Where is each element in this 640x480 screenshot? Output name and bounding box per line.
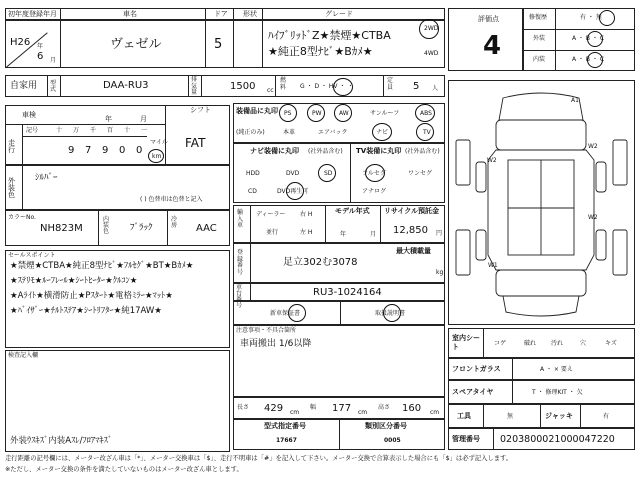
exterior-label: 外装色 — [8, 177, 15, 199]
fuel-hv-circle — [333, 78, 353, 96]
class-no-label: 類別区分番号 — [365, 422, 407, 430]
chassis-value: RU3-1024164 — [313, 287, 382, 298]
km-circle — [148, 149, 164, 163]
car-name: ヴェゼル — [110, 37, 162, 52]
eq-tv: TV — [423, 129, 431, 136]
mileage-label: 走行 — [8, 139, 15, 154]
digit-cell: 9 — [102, 145, 109, 156]
navi-hdd: HDD — [246, 170, 260, 177]
interior-label: 室内シート — [452, 334, 480, 352]
model-year-label: モデル年式 — [335, 207, 370, 215]
tv-analog: アナログ — [362, 188, 387, 195]
tools-value: 無 — [507, 413, 514, 420]
drive-2wd-circle — [419, 19, 439, 39]
int-koge: コゲ — [494, 340, 507, 347]
exterior-note: ( ) 色替車は色替と記入 — [140, 196, 203, 203]
shift-label: シフト — [190, 106, 211, 114]
footer-line2: ※ただし、メーター交換の条件を満たしていないものはメーター改ざん車とします。 — [5, 466, 243, 473]
displacement-label: 排気量 — [191, 76, 198, 97]
length-value: 429 — [264, 403, 284, 414]
int-yabure: 破れ — [524, 340, 537, 347]
digit-header: 記号 — [26, 127, 39, 134]
shift-value: FAT — [185, 136, 206, 150]
main-row — [5, 20, 445, 68]
import-right: 右 H — [300, 211, 313, 218]
digit-header: 万 — [73, 127, 80, 134]
eq-abs: ABS — [420, 110, 432, 117]
windshield-value: A ・ × 要え — [540, 366, 573, 373]
sales-line-3: ★Aﾗｲﾄ★横滑防止★Pｽﾀｰﾄ★電格ﾐﾗｰ★ﾏｯﾄ★ — [10, 291, 173, 301]
tv-fullseg: フルセグ — [362, 170, 386, 177]
digit-cell: 7 — [85, 145, 92, 156]
usage-value: 自家用 — [10, 81, 38, 91]
first-reg-month-unit: 月 — [50, 57, 57, 64]
stickers-block — [233, 301, 445, 325]
equipment-sub: (純正のみ) — [236, 129, 265, 136]
inspection-month: 月 — [140, 115, 147, 123]
color-code-label: カラーNo. — [8, 214, 36, 221]
model-year-year: 年 — [340, 231, 347, 238]
digit-header: 十 — [56, 127, 63, 134]
capacity-label: 定員 — [387, 77, 394, 91]
grade-line1: ﾊｲﾌﾞﾘｯﾄﾞZ★禁煙★CTBA — [268, 29, 391, 42]
navi-cd: CD — [248, 188, 257, 195]
tools-label: 工具 — [457, 412, 471, 420]
navi-dvd-play: DVD再生可 — [277, 188, 309, 195]
capacity-unit: 人 — [432, 85, 439, 92]
digit-cell: 0 — [136, 145, 143, 156]
sales-line-2: ★ｽﾃﾘﾓ★ﾙｰﾌﾚｰﾙ★ｼｰﾄﾋｰﾀｰ★ｸﾙｺﾝ★ — [10, 276, 138, 286]
windshield-label: フロントガラス — [452, 365, 501, 373]
drive-2wd: 2WD — [424, 25, 439, 32]
model-label: 型式 — [50, 80, 57, 93]
length-unit: cm — [290, 409, 300, 416]
digit-header: 千 — [90, 127, 97, 134]
score-value: 4 — [483, 31, 502, 61]
width-value: 177 — [332, 403, 352, 414]
width-label: 幅 — [310, 404, 317, 411]
tv-label: TV装備に丸印 — [356, 147, 402, 155]
tv-oneseg: ワンセグ — [408, 170, 433, 177]
ext-value: A ・ B ・ C — [572, 35, 605, 42]
import-left: 左 H — [300, 229, 313, 236]
length-label: 長さ — [237, 404, 250, 411]
sales-line-4: ★ﾊﾞｲｻﾞｰ★ﾁﾙﾄｽﾃｱ★ｼｰﾄﾘﾌﾀｰ★純17AW★ — [10, 306, 162, 316]
spare-label: スペアタイヤ — [452, 388, 494, 396]
eq-ps: PS — [284, 110, 292, 117]
color-code-value: NH823M — [40, 223, 83, 234]
int-ana: 穴 — [580, 340, 587, 347]
digit-cell: 0 — [119, 145, 126, 156]
footer-line1: 走行距離の記号欄には、メーター改ざん車は「*」、メーター交換車は「$」、走行不明車は「#」を記入して下さい。メーター交換で合算表示した場合にも「$」は必ず記入します。 — [5, 455, 513, 462]
height-unit: cm — [430, 409, 440, 416]
import-dealer: ディーラー — [256, 211, 286, 218]
unit-km: km — [152, 153, 162, 160]
jack-value: 有 — [603, 413, 610, 420]
first-reg-year-unit: 年 — [37, 43, 44, 50]
recycle-value: 12,850 — [393, 225, 428, 236]
ext-label: 外装 — [533, 35, 546, 42]
usage-row — [5, 75, 445, 97]
fuel-label: 燃料 — [280, 77, 287, 91]
inspector-note: 外装ｳｽｷｽﾞ内装Aｽﾚ/ﾌﾛｱﾏｷｽﾞ — [10, 436, 113, 446]
sticker-new: 新車保証書 — [270, 310, 301, 317]
type-no-value: 17667 — [276, 437, 297, 444]
digit-header: 十 — [124, 127, 131, 134]
repair-value: 有 ・ 無 — [580, 14, 602, 21]
repair-label: 修復歴 — [529, 14, 548, 21]
int-label: 内装 — [533, 56, 546, 63]
mark-w2-b: W2 — [588, 143, 598, 150]
eq-pw: PW — [312, 110, 322, 117]
notice-text: 車両搬出 1/6以降 — [240, 339, 312, 349]
car-name-label: 車名 — [123, 10, 137, 18]
recycle-unit: 円 — [436, 230, 443, 237]
import-label: 輸入車 — [237, 209, 244, 230]
eq-aw: AW — [339, 110, 349, 117]
eq-sunroof: サンルーフ — [370, 110, 400, 117]
equipment-label: 装備品に丸印 — [236, 107, 278, 115]
digit-header: 百 — [107, 127, 114, 134]
jack-label: ジャッキ — [545, 412, 573, 420]
sales-line-1: ★禁煙★CTBA★純正8型ﾅﾋﾞ★ﾌﾙｾｸﾞ★BT★Bｶﾒ★ — [10, 261, 194, 271]
class-no-value: 0005 — [384, 437, 401, 444]
doors: 5 — [214, 37, 223, 52]
mgmt-label: 管理番号 — [452, 435, 480, 443]
exterior-value: ｼﾙﾊﾞｰ — [35, 173, 58, 183]
recycle-label: リサイクル預託金 — [384, 207, 440, 215]
load-unit: kg — [436, 269, 444, 276]
import-parallel: 並行 — [266, 229, 279, 236]
model-value: DAA-RU3 — [103, 80, 149, 91]
navi-label: ナビ装備に丸印 — [250, 147, 299, 155]
shape-label: 形状 — [243, 10, 257, 18]
displacement-unit: cc — [267, 87, 274, 94]
eq-navi: ナビ — [376, 129, 389, 136]
reg-label: 登録番号 — [237, 249, 244, 276]
digit-header: 一 — [141, 127, 148, 134]
chassis-label: 車台番号 — [236, 284, 243, 309]
inspection-year: 年 — [105, 115, 112, 123]
model-year-month: 月 — [370, 231, 377, 238]
mark-w1: W1 — [488, 262, 498, 269]
unit-mile: マイル — [150, 139, 168, 146]
tv-sub: (社外品含む) — [405, 148, 440, 155]
navi-sub: (社外品含む) — [308, 148, 343, 155]
width-unit: cm — [358, 409, 368, 416]
notice-block — [233, 325, 445, 397]
inspector-label: 検査記入欄 — [8, 352, 39, 359]
drive-4wd: 4WD — [424, 50, 439, 57]
mark-w2-c: W2 — [588, 214, 598, 221]
eq-airbag: エアバック — [318, 129, 348, 136]
notice-label: 注意事項・不具合箇所 — [236, 327, 297, 334]
inspection-label: 車検 — [22, 111, 36, 119]
sticker-manual: 取扱説明書 — [375, 310, 406, 317]
displacement-value: 1500 — [230, 81, 256, 92]
spare-value: T ・ 修理KIT ・ 欠 — [532, 389, 583, 396]
grade-label: グレード — [325, 10, 353, 18]
reg-value: 足立302む3078 — [283, 257, 358, 268]
interior-color-label: 内装色 — [103, 216, 110, 235]
mark-a1: A1 — [571, 97, 579, 104]
first-reg-label: 初年度登録年月 — [8, 10, 57, 18]
score-label: 評価点 — [478, 15, 499, 23]
mark-w2-a: W2 — [487, 157, 497, 164]
eq-leather: 本革 — [283, 129, 296, 136]
exterior-block — [5, 165, 230, 210]
first-reg-era: H26 — [10, 37, 31, 48]
ac-label: 冷房 — [171, 216, 178, 229]
load-label: 最大積載量 — [396, 247, 431, 255]
navi-dvd: DVD — [286, 170, 300, 177]
sales-point-label: セールスポイント — [8, 252, 56, 259]
inspection-block — [5, 105, 230, 165]
int-kizu: キズ — [605, 340, 617, 347]
type-no-label: 型式指定番号 — [264, 422, 306, 430]
height-value: 160 — [402, 403, 422, 414]
ac-value: AAC — [196, 223, 217, 234]
fuel-options: G ・ D ・ HV ・ ・ — [300, 83, 354, 90]
digit-cell: 9 — [68, 145, 75, 156]
navi-sd: SD — [324, 170, 333, 177]
mgmt-value: 0203800021000047220 — [500, 434, 615, 445]
int-value: A ・ B ・ C — [572, 56, 605, 63]
int-yogore: 汚れ — [551, 340, 564, 347]
doors-label: ドア — [214, 10, 228, 18]
car-diagram — [448, 80, 635, 325]
height-label: 高さ — [378, 404, 391, 411]
capacity-value: 5 — [413, 81, 420, 92]
interior-color-value: ﾌﾞﾗｯｸ — [130, 223, 153, 233]
first-reg-month: 6 — [37, 51, 44, 62]
grade-line2: ★純正8型ﾅﾋﾞ★Bｶﾒ★ — [268, 45, 373, 58]
